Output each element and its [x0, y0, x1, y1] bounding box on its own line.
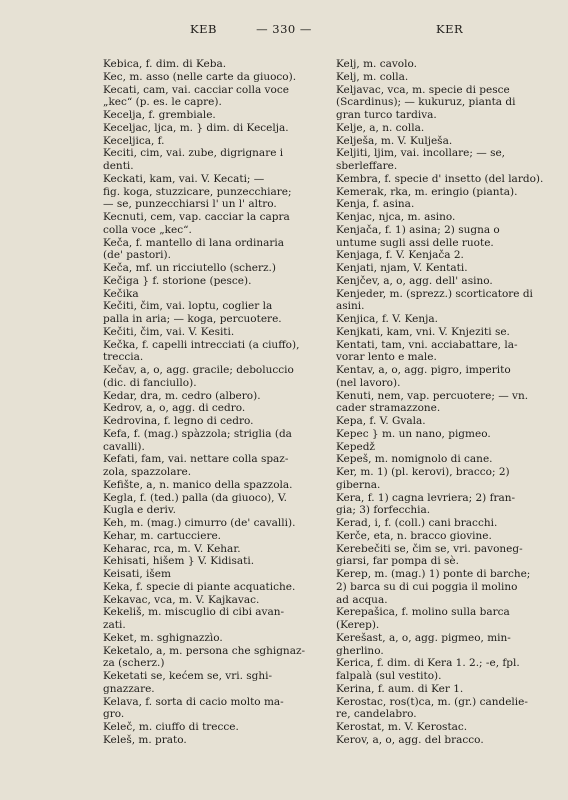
entry-line: Kedrovina, f. legno di cedro.	[103, 415, 254, 427]
entry-line: 2) barca su di cui poggia il molino	[336, 580, 518, 593]
entry-line: Kerostat, m. V. Kerostac.	[336, 721, 468, 733]
entry-line: Keh, m. (mag.) cimurro (de' cavalli).	[103, 517, 296, 529]
entry-line: Kenjac, njca, m. asino.	[336, 211, 456, 223]
entry-line: Kecnuti, cem, vap. cacciar la capra	[103, 211, 290, 223]
entry-line: Kecelja, f. grembiale.	[103, 109, 216, 121]
entry-line: Kembra, f. specie d' insetto (del lardo).	[336, 172, 544, 185]
dictionary-entry	[336, 173, 558, 186]
page-number: — 330 —	[256, 22, 312, 36]
entry-line: (de' pastori).	[103, 249, 171, 262]
entry-line: giarsi, far pompa di sè.	[336, 555, 459, 568]
entry-line: Kečiti, čim, vai. V. Kesiti.	[103, 325, 235, 338]
entry-line: Kenjati, njam, V. Kentati.	[336, 262, 468, 274]
dictionary-entry	[103, 670, 333, 696]
dictionary-entry	[336, 364, 558, 390]
dictionary-entry	[103, 71, 333, 84]
entry-line: zola, spazzolare.	[103, 466, 192, 478]
entry-line: Kedar, dra, m. cedro (albero).	[103, 389, 261, 402]
dictionary-entry	[103, 339, 333, 365]
header-left-word: KEB	[190, 22, 217, 36]
entry-line: Kugla e deriv.	[103, 504, 176, 517]
entry-line: Ker, m. 1) (pl. kerovi), bracco; 2)	[336, 466, 510, 478]
entry-line: Kelj, m. cavolo.	[336, 58, 417, 70]
entry-line: gherlino.	[336, 644, 384, 657]
entry-line: Kelava, f. sorta di cacio molto ma-	[103, 695, 284, 708]
entry-line: Kečav, a, o, agg. gracile; deboluccio	[103, 364, 294, 376]
dictionary-entry	[103, 58, 333, 71]
dictionary-entry	[103, 415, 333, 428]
dictionary-entry	[336, 606, 558, 632]
entry-line: Kečika	[103, 287, 139, 300]
entry-line: treccia.	[103, 351, 144, 364]
entry-line: gro.	[103, 708, 125, 721]
entry-line: denti.	[103, 160, 134, 172]
dictionary-entry	[336, 568, 558, 606]
entry-line: re, candelabro.	[336, 708, 417, 721]
dictionary-entry	[336, 339, 558, 365]
dictionary-entry	[103, 390, 333, 403]
entry-line: Kehar, m. cartucciere.	[103, 529, 222, 542]
dictionary-entry	[103, 492, 333, 518]
entry-line: Keisati, išem	[103, 568, 171, 580]
entry-line: Keciti, cim, vai. zube, digrignare i	[103, 147, 284, 160]
entry-line: Keča, mf. un ricciutello (scherz.)	[103, 262, 276, 274]
dictionary-entry	[336, 122, 558, 135]
entry-line: Kepedž	[336, 440, 375, 453]
entry-line: Kečka, f. capelli intrecciati (a ciuffo),	[103, 338, 300, 351]
dictionary-entry	[103, 632, 333, 645]
entry-line: fig. koga, stuzzicare, punzecchiare;	[103, 185, 292, 198]
entry-line: zati.	[103, 619, 126, 631]
dictionary-entry	[103, 453, 333, 479]
entry-line: Kefati, fam, vai. nettare colla spaz-	[103, 453, 289, 466]
entry-line: vorar lento e male.	[336, 351, 437, 364]
dictionary-entry	[103, 300, 333, 326]
dictionary-entry	[336, 453, 558, 466]
dictionary-entry	[336, 186, 558, 199]
dictionary-entry	[103, 543, 333, 556]
entry-line: Kepa, f. V. Gvala.	[336, 415, 426, 427]
entry-line: Kentati, tam, vni. acciabattare, la-	[336, 338, 518, 351]
entry-line: untume sugli assi delle ruote.	[336, 236, 494, 249]
entry-line: Keleš, m. prato.	[103, 733, 187, 746]
dictionary-entry	[103, 517, 333, 530]
entry-line: Kekavac, vca, m. V. Kajkavac.	[103, 593, 260, 606]
entry-line: Kemerak, rka, m. eringio (pianta).	[336, 185, 518, 198]
dictionary-entry	[336, 428, 558, 454]
entry-line: Kecati, cam, vai. cacciar colla voce	[103, 83, 289, 96]
right-column	[336, 58, 558, 747]
entry-line: colla voce „kec“.	[103, 223, 192, 236]
entry-line: Keljavac, vca, m. specie di pesce	[336, 83, 510, 96]
entry-line: Keketalo, a, m. persona che sghignaz-	[103, 644, 306, 657]
entry-line: Keča, f. mantello di lana ordinaria	[103, 236, 285, 249]
entry-line: (Kerep).	[336, 619, 380, 631]
entry-line: Kerebečiti se, čim se, vri. pavoneg-	[336, 542, 523, 555]
dictionary-entry	[103, 211, 333, 237]
entry-line: Kenjkati, kam, vni. V. Knjeziti se.	[336, 325, 510, 338]
dictionary-entry	[103, 696, 333, 722]
dictionary-entry	[336, 530, 558, 543]
dictionary-entry	[336, 211, 558, 224]
dictionary-entry	[336, 632, 558, 658]
entry-line: gia; 3) forfecchia.	[336, 504, 431, 517]
entry-line: Keljiti, ljim, vai. incollare; — se,	[336, 147, 506, 160]
dictionary-entry	[103, 275, 333, 301]
dictionary-entry	[336, 696, 558, 722]
entry-line: cader stramazzone.	[336, 402, 441, 415]
dictionary-entry	[336, 262, 558, 275]
dictionary-entry	[336, 517, 558, 530]
entry-line: Kerče, eta, n. bracco giovine.	[336, 529, 492, 542]
entry-line: Kentav, a, o, agg. pigro, imperito	[336, 364, 511, 376]
entry-line: Keckati, kam, vai. V. Kecati; —	[103, 172, 265, 185]
dictionary-entry	[336, 135, 558, 148]
dictionary-entry	[103, 122, 333, 148]
left-column	[103, 58, 333, 747]
dictionary-entry	[103, 326, 333, 339]
entry-line: Kelj, m. colla.	[336, 70, 409, 83]
entry-line: Kefište, a, n. manico della spazzola.	[103, 478, 293, 491]
entry-line: Kekeliš, m. miscuglio di cibi avan-	[103, 606, 285, 619]
dictionary-entry	[336, 543, 558, 569]
entry-line: Kerep, m. (mag.) 1) ponte di barche;	[336, 568, 531, 580]
entry-line: Kerešast, a, o, agg. pigmeo, min-	[336, 631, 511, 644]
entry-line: Keket, m. sghignazzìo.	[103, 631, 223, 644]
entry-line: Keceljica, f.	[103, 134, 165, 147]
dictionary-entry	[336, 415, 558, 428]
dictionary-entry	[336, 313, 558, 326]
dictionary-entry	[336, 275, 558, 288]
dictionary-entry	[336, 84, 558, 122]
dictionary-entry	[103, 364, 333, 390]
entry-line: Kerina, f. aum. di Ker 1.	[336, 682, 464, 695]
entry-line: Kehisati, hišem } V. Kidisati.	[103, 555, 255, 568]
entry-line: Keka, f. specie di piante acquatiche.	[103, 580, 296, 593]
dictionary-entry	[103, 237, 333, 263]
dictionary-entry	[336, 71, 558, 84]
header-right-word: KER	[436, 22, 464, 36]
dictionary-entry	[336, 683, 558, 696]
entry-line: Kefa, f. (mag.) spàzzola; striglia (da	[103, 427, 292, 440]
entry-line: Kebica, f. dim. di Keba.	[103, 58, 227, 70]
dictionary-entry	[336, 224, 558, 250]
dictionary-entry	[103, 262, 333, 275]
entry-line: Kenjica, f. V. Kenja.	[336, 313, 438, 325]
entry-line: Keleč, m. ciuffo di trecce.	[103, 721, 239, 733]
entry-line: asini.	[336, 300, 365, 313]
dictionary-entry	[103, 147, 333, 173]
entry-line: Kelje, a, n. colla.	[336, 121, 425, 134]
entry-line: Keketati se, kećem se, vri. sghi-	[103, 670, 273, 682]
dictionary-entry	[103, 530, 333, 543]
entry-line: za (scherz.)	[103, 657, 165, 670]
dictionary-entry	[103, 479, 333, 492]
entry-line: Keceljac, ljca, m. } dim. di Kecelja.	[103, 121, 289, 134]
dictionary-entry	[103, 581, 333, 594]
dictionary-entry	[336, 198, 558, 211]
entry-line: Kerov, a, o, agg. del bracco.	[336, 733, 484, 746]
entry-line: Kegla, f. (ted.) palla (da giuoco), V.	[103, 491, 287, 504]
entry-line: Kenjaga, f. V. Kenjača 2.	[336, 249, 464, 262]
page-header	[0, 22, 568, 38]
dictionary-entry	[103, 173, 333, 211]
dictionary-entry	[103, 594, 333, 607]
entry-line: (nel lavoro).	[336, 376, 401, 389]
entry-line: Kec, m. asso (nelle carte da giuoco).	[103, 70, 297, 83]
dictionary-entry	[336, 492, 558, 518]
entry-line: Kerad, i, f. (coll.) cani bracchi.	[336, 517, 498, 529]
entry-line: (dic. di fanciullo).	[103, 376, 197, 389]
entry-line: — se, punzecchiarsi l' un l' altro.	[103, 198, 277, 211]
entry-line: Kenjeder, m. (sprezz.) scorticatore di	[336, 287, 533, 300]
entry-line: giberna.	[336, 478, 381, 491]
dictionary-entry	[103, 84, 333, 110]
entry-line: falpalà (sul vestito).	[336, 670, 442, 682]
entry-line: Kelješa, m. V. Kulješa.	[336, 134, 453, 147]
entry-line: Kenja, f. asina.	[336, 198, 415, 211]
dictionary-entry	[103, 555, 333, 581]
dictionary-entry	[336, 249, 558, 262]
entry-line: Kerepašica, f. molino sulla barca	[336, 606, 510, 619]
dictionary-entry	[336, 58, 558, 71]
entry-line: (Scardinus); — kukuruz, pianta di	[336, 96, 516, 109]
dictionary-entry	[336, 734, 558, 747]
dictionary-entry	[103, 402, 333, 415]
entry-line: sberleffare.	[336, 160, 398, 172]
entry-line: Keharac, rca, m. V. Kehar.	[103, 542, 241, 555]
dictionary-entry	[103, 645, 333, 671]
dictionary-entry	[336, 326, 558, 339]
entry-line: „kec“ (p. es. le capre).	[103, 96, 222, 109]
entry-line: ad acqua.	[336, 593, 388, 606]
dictionary-entry	[103, 109, 333, 122]
dictionary-entry	[103, 721, 333, 734]
entry-line: Kera, f. 1) cagna levriera; 2) fran-	[336, 491, 516, 504]
entry-line: Kerica, f. dim. di Kera 1. 2.; -e, fpl.	[336, 657, 520, 670]
entry-line: cavalli).	[103, 440, 145, 453]
dictionary-entry	[336, 288, 558, 314]
dictionary-entry	[336, 721, 558, 734]
entry-line: Kedrov, a, o, agg. di cedro.	[103, 402, 246, 415]
dictionary-entry	[336, 147, 558, 173]
dictionary-entry	[336, 390, 558, 416]
entry-line: Kečiti, čim, vai. loptu, coglier la	[103, 300, 273, 313]
entry-line: Kenjača, f. 1) asina; 2) sugna o	[336, 223, 500, 236]
dictionary-entry	[103, 734, 333, 747]
dictionary-entry	[336, 466, 558, 492]
dictionary-entry	[336, 657, 558, 683]
entry-line: Kenjčev, a, o, agg. dell' asino.	[336, 274, 493, 287]
entry-line: palla in aria; — koga, percuotere.	[103, 313, 282, 325]
entry-line: Kepec } m. un nano, pigmeo.	[336, 427, 491, 440]
dictionary-entry	[103, 606, 333, 632]
dictionary-entry	[103, 428, 333, 454]
entry-line: Kerostac, ros(t)ca, m. (gr.) candelie-	[336, 695, 528, 708]
entry-line: Kenuti, nem, vap. percuotere; — vn.	[336, 389, 529, 402]
entry-line: gran turco tardiva.	[336, 109, 437, 121]
entry-line: Kepeš, m. nomignolo di cane.	[336, 453, 493, 466]
entry-line: gnazzare.	[103, 682, 155, 695]
entry-line: Kečiga } f. storione (pesce).	[103, 274, 252, 287]
